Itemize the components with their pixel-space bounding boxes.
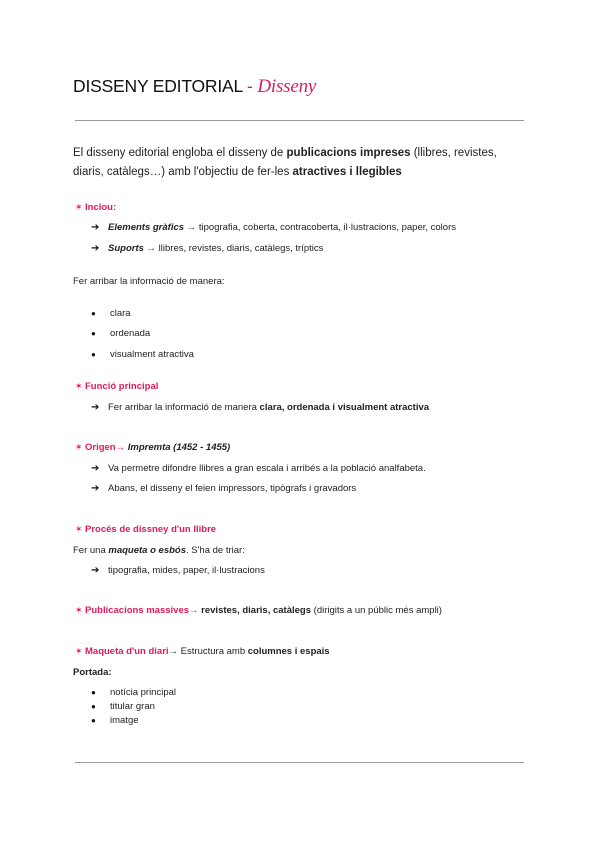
bullet-text: notícia principal bbox=[110, 687, 177, 698]
intro-text-1: El disseny editorial engloba el disseny de bbox=[73, 147, 287, 159]
item-text: Abans, el disseny el feien impressors, tipògrafs i gravadors bbox=[108, 483, 357, 494]
arrow-icon: ➔ bbox=[91, 222, 100, 233]
item-label: Suports bbox=[108, 243, 144, 254]
list-item bbox=[91, 328, 150, 339]
bullet-icon: ● bbox=[91, 716, 96, 725]
item-text: Va permetre difondre llibres a gran escala i arribés a la població analfabeta. bbox=[108, 463, 426, 474]
bullet-icon: ● bbox=[91, 350, 96, 359]
arrow-icon: ➔ bbox=[91, 402, 100, 413]
title-subtitle: Disseny bbox=[257, 76, 317, 97]
intro-text-2: (llibres, revistes, diaris, catàlegs…) amb l'objectiu de fer-les bbox=[73, 147, 497, 178]
bullet-text: clara bbox=[110, 308, 131, 319]
list-item bbox=[91, 483, 356, 494]
bullet-text: titular gran bbox=[110, 701, 155, 712]
bullet-icon: ● bbox=[91, 688, 96, 697]
origen-arrow: → bbox=[115, 442, 128, 453]
section-maqueta-heading bbox=[75, 646, 330, 657]
proces-text-1: Fer una bbox=[73, 545, 109, 556]
title-main: DISSENY EDITORIAL bbox=[73, 76, 243, 96]
funcio-heading-label: Funció principal bbox=[85, 381, 159, 392]
proces-bold-italic: maqueta o esbós bbox=[108, 545, 186, 556]
section-proces-heading bbox=[75, 524, 216, 535]
section-funcio-heading bbox=[75, 381, 158, 392]
list-item bbox=[91, 701, 155, 712]
list-item bbox=[91, 243, 323, 254]
bullet-text: imatge bbox=[110, 715, 139, 726]
bullet-text: visualment atractiva bbox=[110, 349, 194, 360]
maqueta-text: → Estructura amb bbox=[168, 646, 248, 657]
list-item bbox=[91, 402, 429, 413]
title-dash: - bbox=[242, 76, 258, 96]
publicacions-arrow: → bbox=[189, 605, 202, 616]
section-inclou-heading bbox=[75, 202, 116, 213]
bullet-text: ordenada bbox=[110, 328, 151, 339]
arrow-icon: ➔ bbox=[91, 243, 100, 254]
proces-text-2: . S'ha de triar: bbox=[186, 545, 245, 556]
bullet-icon: ● bbox=[91, 702, 96, 711]
origen-bold: Impremta (1452 - 1455) bbox=[127, 442, 231, 453]
star-icon: ✶ bbox=[75, 524, 83, 534]
maqueta-heading-label: Maqueta d'un diari bbox=[85, 646, 169, 657]
intro-bold-2: atractives i llegibles bbox=[292, 166, 402, 178]
item-text: → tipografia, coberta, contracoberta, il·lustracions, paper, colors bbox=[184, 222, 456, 233]
item-text: Fer arribar la informació de manera bbox=[108, 402, 260, 413]
publicacions-heading-label: Publicacions massives bbox=[85, 605, 190, 616]
portada-label: Portada: bbox=[73, 667, 112, 678]
star-icon: ✶ bbox=[75, 646, 83, 656]
list-item bbox=[91, 222, 456, 233]
bullet-icon: ● bbox=[91, 329, 96, 338]
intro-paragraph bbox=[73, 144, 528, 182]
item-label: Elements gràfics bbox=[108, 222, 185, 233]
publicacions-bold: revistes, diaris, catàlegs bbox=[201, 605, 312, 616]
section-origen-heading bbox=[75, 442, 230, 453]
list-item bbox=[91, 463, 426, 474]
arrow-icon: ➔ bbox=[91, 565, 100, 576]
list-item bbox=[91, 308, 131, 319]
star-icon: ✶ bbox=[75, 202, 83, 212]
intro-bold-1: publicacions impreses bbox=[286, 147, 411, 159]
list-item bbox=[91, 565, 265, 576]
star-icon: ✶ bbox=[75, 442, 83, 452]
publicacions-text: (dirigits a un públic més ampli) bbox=[311, 605, 442, 616]
list-item bbox=[91, 715, 139, 726]
inclou-heading-label: Inclou: bbox=[85, 202, 117, 213]
page-title bbox=[73, 76, 316, 98]
arribar-text: Fer arribar la informació de manera: bbox=[73, 276, 225, 287]
bottom-divider bbox=[75, 762, 524, 763]
proces-heading-label: Procés de dissney d'un llibre bbox=[85, 524, 217, 535]
item-bold: clara, ordenada i visualment atractiva bbox=[259, 402, 430, 413]
top-divider bbox=[75, 120, 524, 121]
origen-heading-label: Origen bbox=[85, 442, 116, 453]
arrow-icon: ➔ bbox=[91, 483, 100, 494]
star-icon: ✶ bbox=[75, 605, 83, 615]
maqueta-bold: columnes i espais bbox=[247, 646, 330, 657]
star-icon: ✶ bbox=[75, 381, 83, 391]
item-text: tipografia, mides, paper, il·lustracions bbox=[108, 565, 265, 576]
item-text: → llibres, revistes, diaris, catàlegs, tríptics bbox=[143, 243, 324, 254]
proces-text bbox=[73, 545, 245, 556]
list-item bbox=[91, 687, 176, 698]
arrow-icon: ➔ bbox=[91, 463, 100, 474]
bullet-icon: ● bbox=[91, 309, 96, 318]
list-item bbox=[91, 349, 194, 360]
section-publicacions-heading bbox=[75, 605, 442, 616]
